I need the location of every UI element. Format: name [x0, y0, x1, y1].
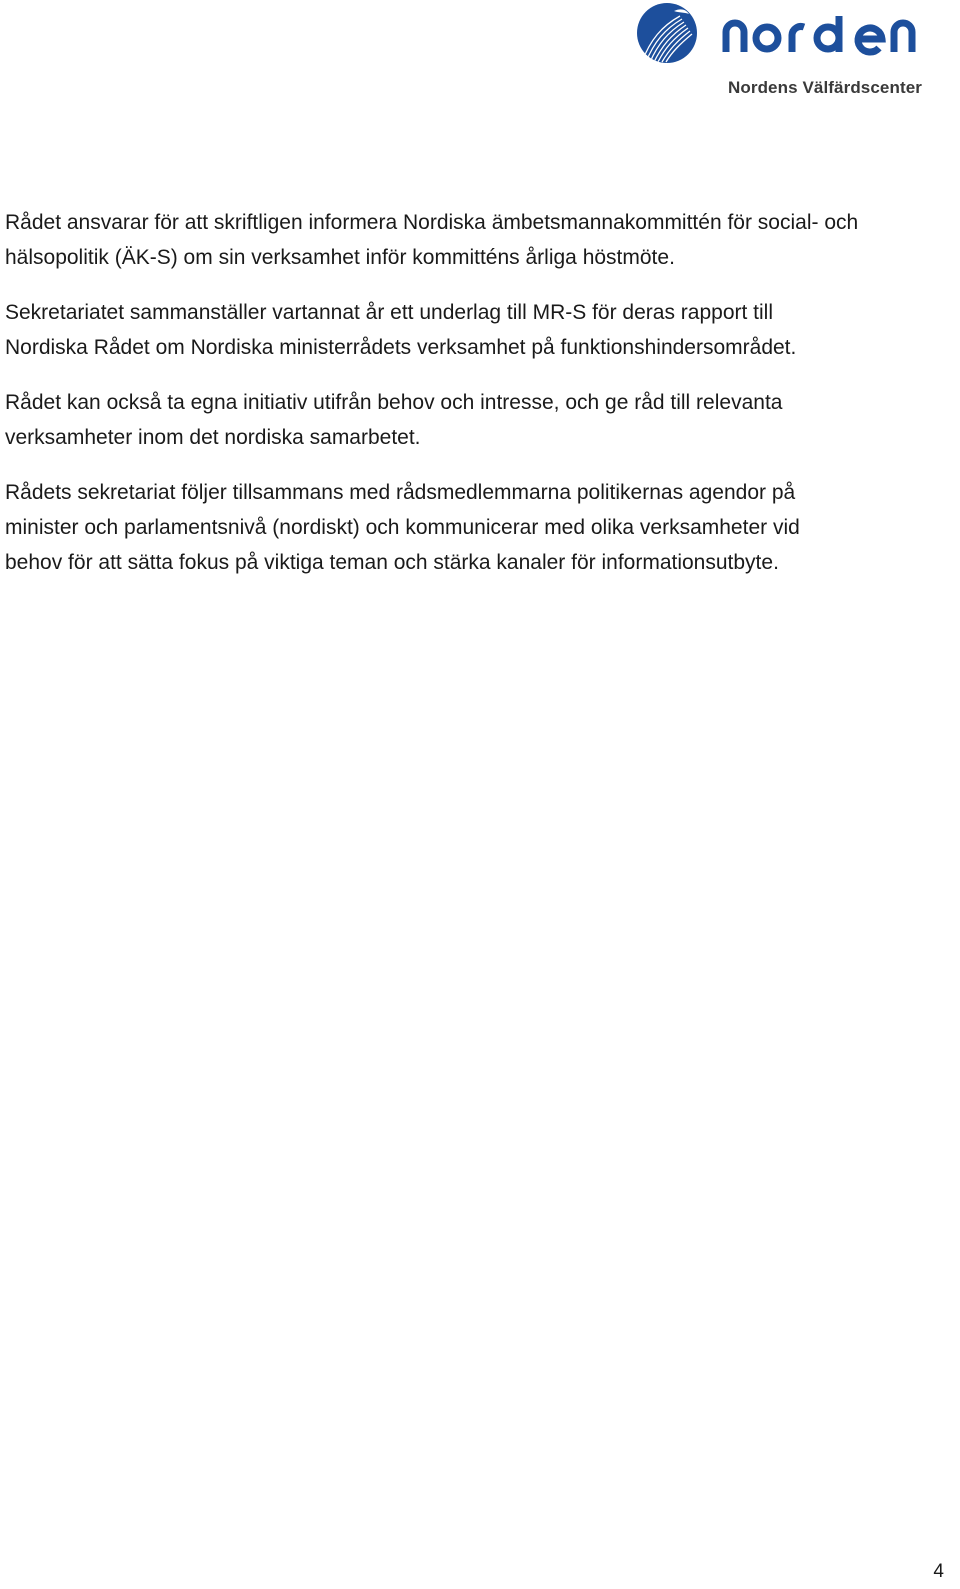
document-body: [5, 205, 955, 600]
norden-logo-mark: [636, 2, 954, 66]
paragraph-3: Rådet kan också ta egna initiativ utifrån behov och intresse, och ge råd till relevanta verksamheter inom det nordiska samarbetet.: [5, 391, 783, 449]
paragraph-2: Sekretariatet sammanställer vartannat år ett underlag till MR-S för deras rapport till Nordiska Rådet om Nordiska ministerrådets verksamhet på funktionshindersområdet.: [5, 301, 797, 359]
norden-logo: [636, 2, 954, 98]
swan-icon: [637, 3, 697, 63]
logo-subtitle: Nordens Välfärdscenter: [728, 78, 922, 97]
norden-wordmark: [726, 16, 912, 52]
paragraph-1: Rådet ansvarar för att skriftligen informera Nordiska ämbetsmannakommittén för social- och hälsopolitik (ÄK-S) om sin verksamhet inför kommitténs årliga höstmöte.: [5, 211, 859, 269]
paragraph-4: Rådets sekretariat följer tillsammans med rådsmedlemmarna politikernas agendor på minister och parlamentsnivå (nordiskt) och kommunicerar med olika verksamheter vid behov för att sätta fokus på viktiga teman och stärka kanaler för informationsutbyte.: [5, 481, 800, 574]
page-number: 4: [933, 1561, 944, 1582]
